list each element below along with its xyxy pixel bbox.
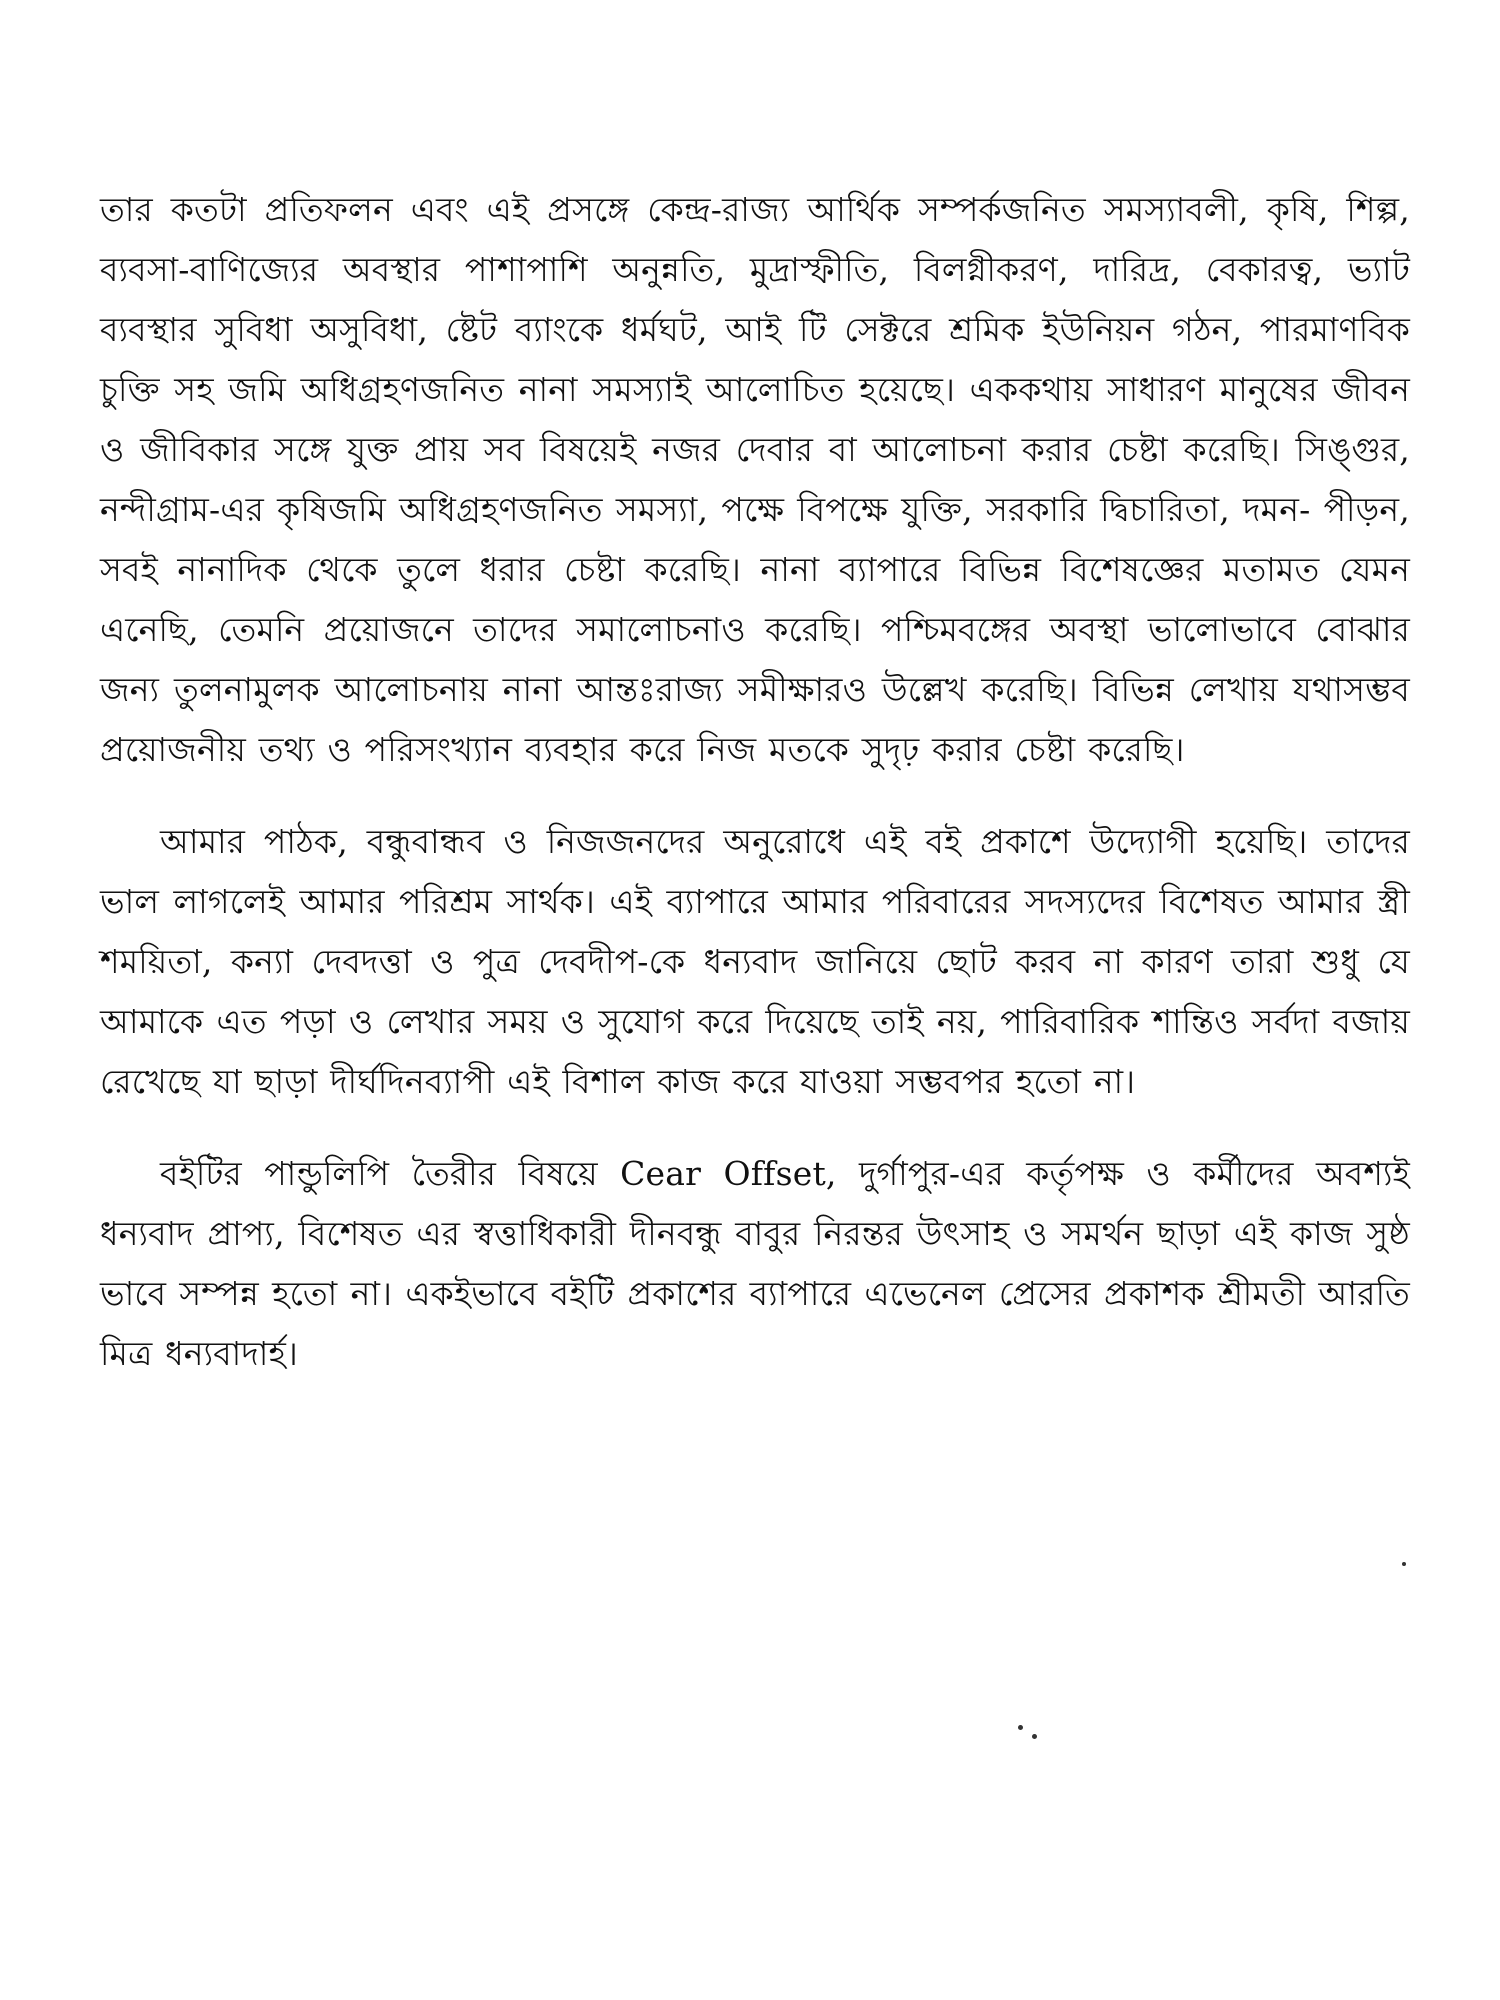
scan-speck bbox=[1402, 1562, 1406, 1566]
scan-speck bbox=[1018, 1725, 1023, 1730]
scan-speck bbox=[1032, 1734, 1037, 1739]
paragraph-1: তার কতটা প্রতিফলন এবং এই প্রসঙ্গে কেন্দ্র-রাজ্য আর্থিক সম্পর্কজনিত সমস্যাবলী, কৃষি, শিল্প, ব্যবসা-বাণিজ্যের অবস্থার পাশাপাশি অনুন্নতি, মুদ্রাস্ফীতি, বিলগ্নীকরণ, দারিদ্র, বেকারত্ব, ভ্যাট ব্যবস্থার সুবিধা অসুবিধা, ষ্টেট ব্যাংকে ধর্মঘট, আই টি সেক্টরে শ্রমিক ইউনিয়ন গঠন, পারমাণবিক চুক্তি সহ জমি অধিগ্রহণজনিত নানা সমস্যাই আলোচিত হয়েছে। এককথায় সাধারণ মানুষের জীবন ও জীবিকার সঙ্গে যুক্ত প্রায় সব বিষয়েই নজর দেবার বা আলোচনা করার চেষ্টা করেছি। সিঙ্গুর, নন্দীগ্রাম-এর কৃষিজমি অধিগ্রহণজনিত সমস্যা, পক্ষে বিপক্ষে যুক্তি, সরকারি দ্বিচারিতা, দমন- পীড়ন, সবই নানাদিক থেকে তুলে ধরার চেষ্টা করেছি। নানা ব্যাপারে বিভিন্ন বিশেষজ্ঞের মতামত যেমন এনেছি, তেমনি প্রয়োজনে তাদের সমালোচনাও করেছি। পশ্চিমবঙ্গের অবস্থা ভালোভাবে বোঝার জন্য তুলনামুলক আলোচনায় নানা আন্তঃরাজ্য সমীক্ষারও উল্লেখ করেছি। বিভিন্ন লেখায় যথাসম্ভব প্রয়োজনীয় তথ্য ও পরিসংখ্যান ব্যবহার করে নিজ মতকে সুদৃঢ় করার চেষ্টা করেছি। bbox=[100, 190, 1410, 769]
paragraph-2: আমার পাঠক, বন্ধুবান্ধব ও নিজজনদের অনুরোধে এই বই প্রকাশে উদ্যোগী হয়েছি। তাদের ভাল লাগলেই আমার পরিশ্রম সার্থক। এই ব্যাপারে আমার পরিবারের সদস্যদের বিশেষত আমার স্ত্রী শময়িতা, কন্যা দেবদত্তা ও পুত্র দেবদীপ-কে ধন্যবাদ জানিয়ে ছোট করব না কারণ তারা শুধু যে আমাকে এত পড়া ও লেখার সময় ও সুযোগ করে দিয়েছে তাই নয়, পারিবারিক শান্তিও সর্বদা বজায় রেখেছে যা ছাড়া দীর্ঘদিনব্যাপী এই বিশাল কাজ করে যাওয়া সম্ভবপর হতো না। bbox=[100, 822, 1410, 1101]
paragraph-3: বইটির পান্ডুলিপি তৈরীর বিষয়ে Cear Offset, দুর্গাপুর-এর কর্তৃপক্ষ ও কর্মীদের অবশ্যই ধন্যবাদ প্রাপ্য, বিশেষত এর স্বত্তাধিকারী দীনবন্ধু বাবুর নিরন্তর উৎসাহ ও সমর্থন ছাড়া এই কাজ সুষ্ঠ ভাবে সম্পন্ন হতো না। একইভাবে বইটি প্রকাশের ব্যাপারে এভেনেল প্রেসের প্রকাশক শ্রীমতী আরতি মিত্র ধন্যবাদার্হ। bbox=[100, 1154, 1410, 1373]
body-text bbox=[100, 180, 1410, 1384]
